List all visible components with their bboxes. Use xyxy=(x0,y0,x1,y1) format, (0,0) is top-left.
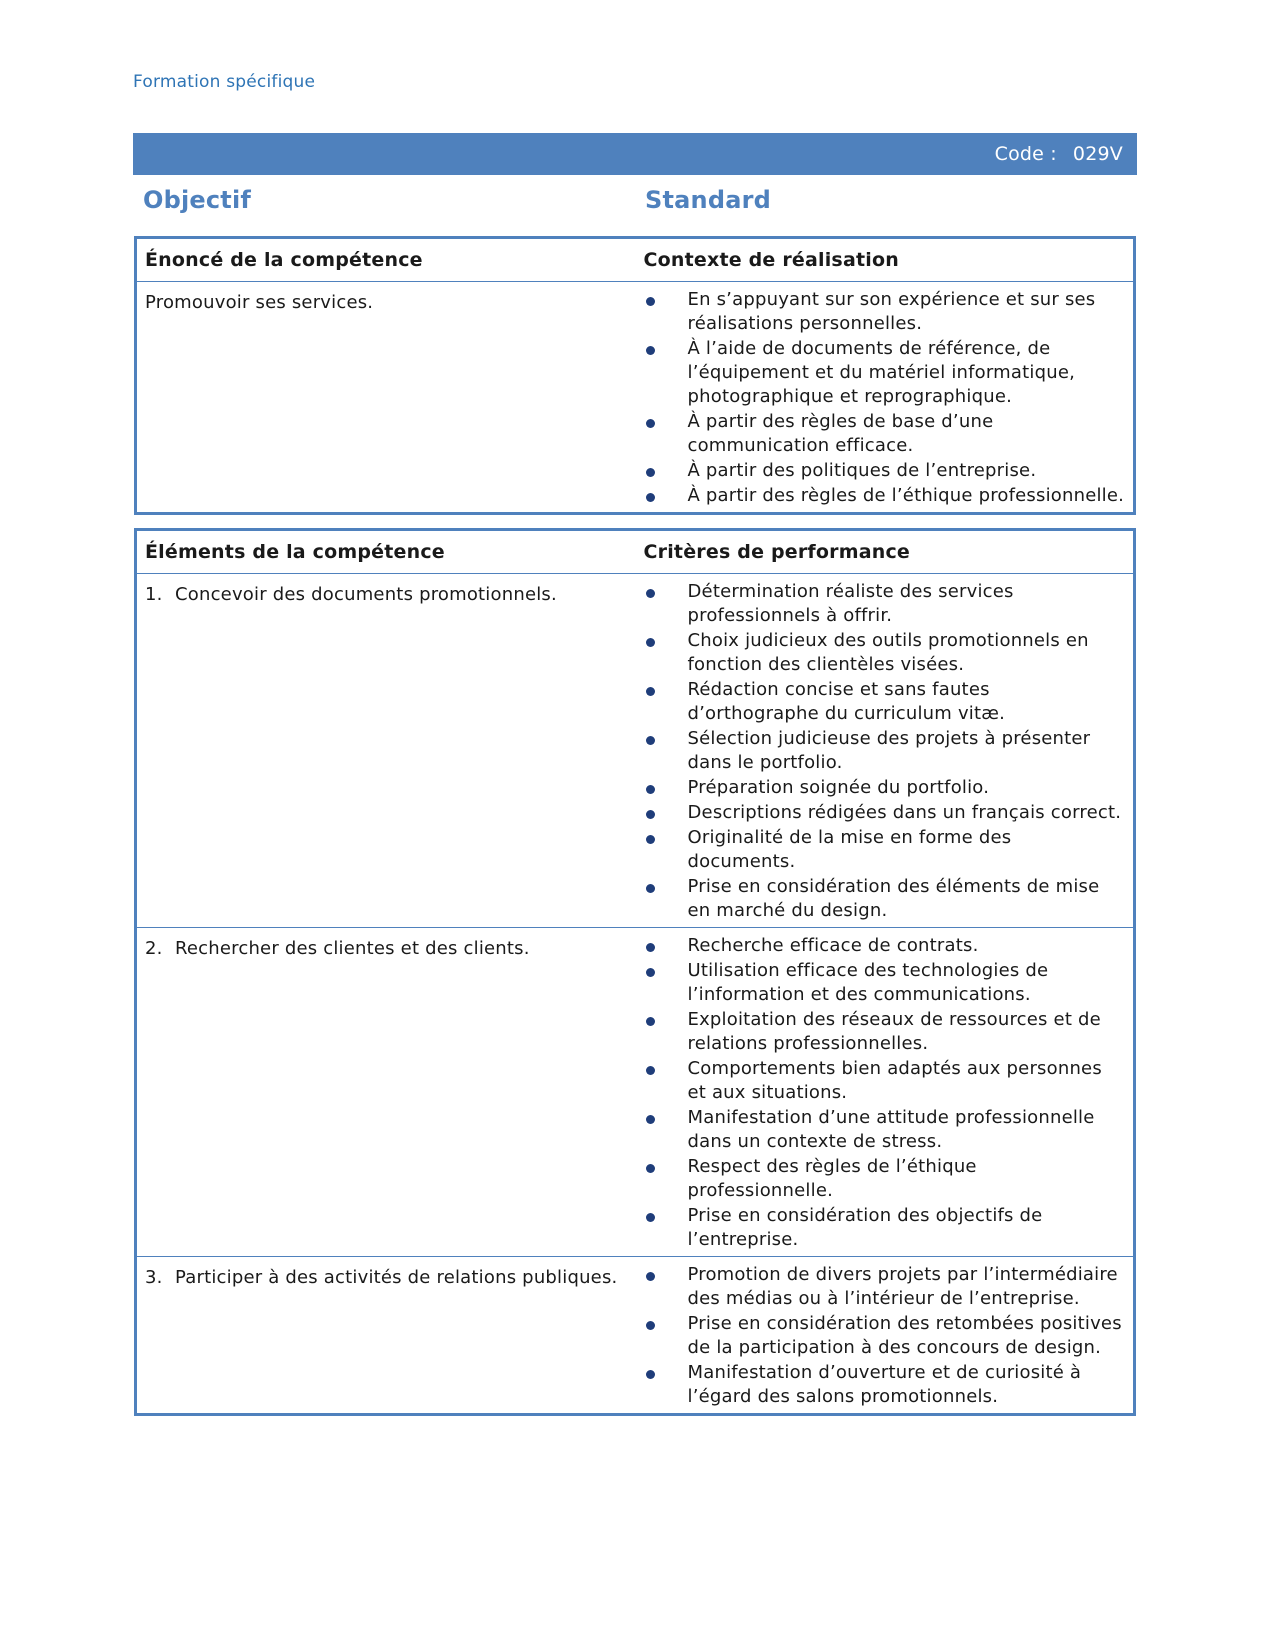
criteria-item: Originalité de la mise en forme des documents. xyxy=(644,826,1126,874)
element-row xyxy=(136,1257,1135,1415)
criteria-item: Choix judicieux des outils promotionnels en fonction des clientèles visées. xyxy=(644,629,1126,677)
criteria-item: Rédaction concise et sans fautes d’orthographe du curriculum vitæ. xyxy=(644,678,1126,726)
elements-table xyxy=(134,528,1136,1416)
element-cell xyxy=(136,1257,636,1415)
competence-statement: Promouvoir ses services. xyxy=(136,282,636,514)
context-item: À l’aide de documents de référence, de l’équipement et du matériel informatique, photographique et reprographique. xyxy=(644,337,1126,409)
element-text: Concevoir des documents promotionnels. xyxy=(175,584,557,605)
objective-title: Objectif xyxy=(143,186,252,214)
running-header: Formation spécifique xyxy=(133,72,316,92)
standard-title: Standard xyxy=(645,186,772,214)
criteria-item: Prise en considération des éléments de mise en marché du design. xyxy=(644,875,1126,923)
criteria-item: Exploitation des réseaux de ressources et de relations professionnelles. xyxy=(644,1008,1126,1056)
competence-statement-header: Énoncé de la compétence xyxy=(136,238,636,282)
context-item: À partir des règles de l’éthique professionnelle. xyxy=(644,484,1126,508)
criteria-item: Descriptions rédigées dans un français correct. xyxy=(644,801,1126,825)
element-number: 1. xyxy=(145,584,163,605)
criteria-list xyxy=(644,1263,1126,1409)
code-label: Code : xyxy=(994,143,1057,165)
elements-header: Éléments de la compétence xyxy=(136,530,636,574)
criteria-item: Promotion de divers projets par l’intermédiaire des médias ou à l’intérieur de l’entreprise. xyxy=(644,1263,1126,1311)
criteria-item: Respect des règles de l’éthique professionnelle. xyxy=(644,1155,1126,1203)
context-item: En s’appuyant sur son expérience et sur ses réalisations personnelles. xyxy=(644,288,1126,336)
context-header: Contexte de réalisation xyxy=(636,238,1135,282)
context-item: À partir des règles de base d’une communication efficace. xyxy=(644,410,1126,458)
criteria-list xyxy=(644,580,1126,923)
criteria-item: Utilisation efficace des technologies de l’information et des communications. xyxy=(644,959,1126,1007)
element-row xyxy=(136,574,1135,928)
criteria-list xyxy=(644,934,1126,1252)
criteria-item: Comportements bien adaptés aux personnes et aux situations. xyxy=(644,1057,1126,1105)
element-cell xyxy=(136,574,636,928)
competence-table xyxy=(134,236,1136,515)
context-list xyxy=(644,288,1126,508)
criteria-item: Recherche efficace de contrats. xyxy=(644,934,1126,958)
section-titles xyxy=(143,186,1137,214)
criteria-item: Manifestation d’ouverture et de curiosité à l’égard des salons promotionnels. xyxy=(644,1361,1126,1409)
criteria-item: Prise en considération des retombées positives de la participation à des concours de design. xyxy=(644,1312,1126,1360)
element-text: Participer à des activités de relations publiques. xyxy=(175,1267,618,1288)
criteria-item: Sélection judicieuse des projets à présenter dans le portfolio. xyxy=(644,727,1126,775)
element-text: Rechercher des clientes et des clients. xyxy=(175,938,530,959)
context-item: À partir des politiques de l’entreprise. xyxy=(644,459,1126,483)
element-row xyxy=(136,928,1135,1257)
element-number: 3. xyxy=(145,1267,163,1288)
criteria-cell xyxy=(636,928,1135,1257)
criteria-item: Préparation soignée du portfolio. xyxy=(644,776,1126,800)
criteria-header: Critères de performance xyxy=(636,530,1135,574)
context-cell xyxy=(636,282,1135,514)
criteria-item: Prise en considération des objectifs de l’entreprise. xyxy=(644,1204,1126,1252)
element-cell xyxy=(136,928,636,1257)
criteria-cell xyxy=(636,1257,1135,1415)
element-number: 2. xyxy=(145,938,163,959)
criteria-cell xyxy=(636,574,1135,928)
code-bar xyxy=(133,133,1137,175)
criteria-item: Détermination réaliste des services professionnels à offrir. xyxy=(644,580,1126,628)
criteria-item: Manifestation d’une attitude professionnelle dans un contexte de stress. xyxy=(644,1106,1126,1154)
code-value: 029V xyxy=(1072,143,1123,165)
